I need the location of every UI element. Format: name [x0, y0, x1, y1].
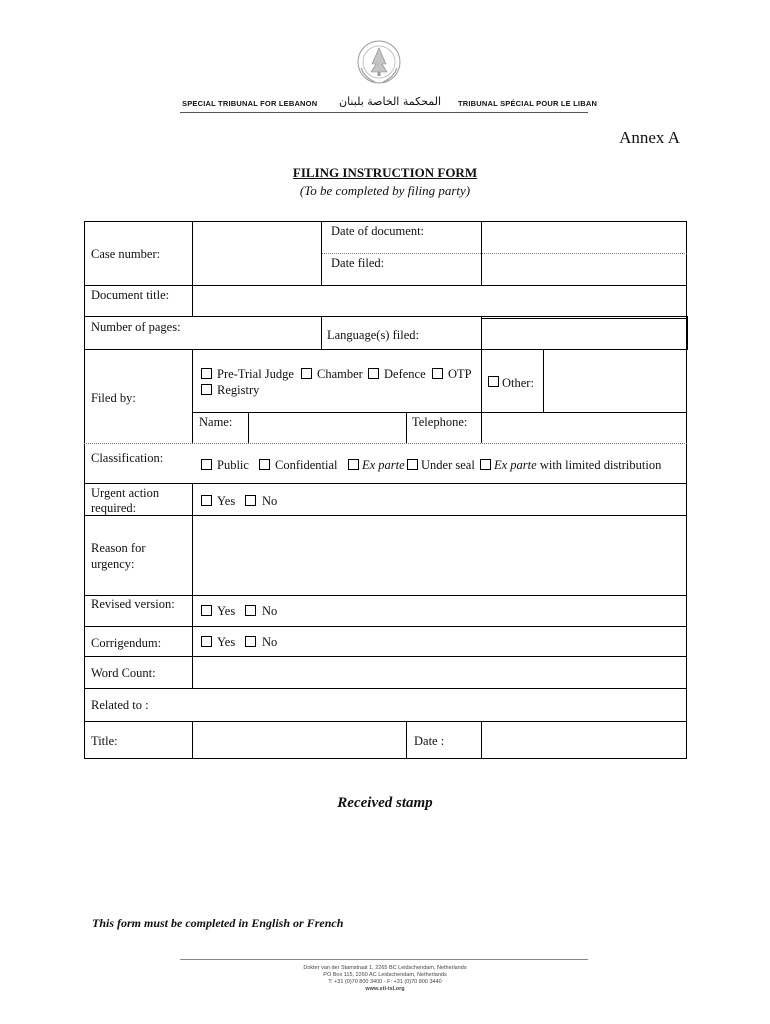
classification-label: Classification: — [91, 451, 164, 465]
languages-filed-field[interactable] — [482, 319, 686, 349]
urgent-yes-label: Yes — [217, 494, 236, 508]
other-checkbox[interactable] — [488, 376, 499, 387]
revised-version-label: Revised version: — [91, 597, 175, 611]
confidential-checkbox[interactable] — [259, 459, 270, 470]
ex-parte-label: Ex parte — [362, 458, 405, 472]
telephone-field[interactable] — [482, 413, 686, 442]
chamber-checkbox[interactable] — [301, 368, 312, 379]
date-of-document-label: Date of document: — [331, 224, 425, 238]
urgent-no-label: No — [262, 494, 278, 508]
corrigendum-no-label: No — [262, 635, 278, 649]
word-count-label: Word Count: — [91, 666, 156, 680]
footer-address-line2: PO Box 115, 2260 AC Leidschendam, Netherlands — [323, 972, 447, 978]
header-org-arabic: المحكمة الخاصة بلبنان — [339, 95, 442, 108]
ex-parte-limited-label: Ex parte with limited distribution — [494, 458, 662, 472]
pre-trial-judge-label: Pre-Trial Judge — [217, 367, 294, 381]
corrigendum-no-checkbox[interactable] — [245, 636, 256, 647]
languages-filed-label: Language(s) filed: — [327, 328, 419, 342]
urgent-no-checkbox[interactable] — [245, 495, 256, 506]
corrigendum-label: Corrigendum: — [91, 636, 162, 650]
corrigendum-yes-label: Yes — [217, 635, 236, 649]
revised-no-label: No — [262, 604, 278, 618]
reason-label-line1: Reason for — [91, 541, 146, 555]
footer-divider — [180, 959, 588, 960]
language-note: This form must be completed in English or French — [92, 916, 344, 930]
filed-by-label: Filed by: — [91, 391, 136, 405]
telephone-label: Telephone: — [412, 415, 468, 429]
annex-label: Annex A — [619, 128, 680, 147]
name-field[interactable] — [249, 413, 405, 442]
public-label: Public — [217, 458, 249, 472]
title-label: Title: — [91, 734, 118, 748]
defence-label: Defence — [384, 367, 426, 381]
date-label: Date : — [414, 734, 445, 748]
reason-label-line2: urgency: — [91, 557, 135, 571]
reason-for-urgency-field[interactable] — [193, 516, 686, 594]
registry-label: Registry — [217, 383, 260, 397]
revised-yes-checkbox[interactable] — [201, 605, 212, 616]
case-number-label: Case number: — [91, 247, 161, 261]
form-subtitle: (To be completed by filing party) — [299, 183, 471, 198]
number-of-pages-label: Number of pages: — [91, 320, 181, 334]
date-field[interactable] — [482, 722, 686, 758]
document-title-label: Document title: — [91, 288, 170, 302]
public-checkbox[interactable] — [201, 459, 212, 470]
chamber-label: Chamber — [317, 367, 363, 381]
urgent-action-label-line2: required: — [91, 501, 137, 515]
footer-website: www.stl-tsl.org — [365, 986, 405, 992]
header-divider — [180, 112, 588, 113]
urgent-yes-checkbox[interactable] — [201, 495, 212, 506]
date-of-document-field[interactable] — [482, 222, 686, 252]
otp-checkbox[interactable] — [432, 368, 443, 379]
pre-trial-judge-checkbox[interactable] — [201, 368, 212, 379]
otp-label: OTP — [448, 367, 472, 381]
corrigendum-yes-checkbox[interactable] — [201, 636, 212, 647]
header-org-english: SPECIAL TRIBUNAL FOR LEBANON — [182, 99, 318, 108]
received-stamp-label: Received stamp — [337, 795, 433, 811]
other-field[interactable] — [544, 350, 686, 411]
related-to-field[interactable] — [160, 689, 686, 720]
confidential-label: Confidential — [275, 458, 338, 472]
registry-checkbox[interactable] — [201, 384, 212, 395]
un-emblem-icon — [355, 38, 403, 86]
under-seal-checkbox[interactable] — [407, 459, 418, 470]
title-field[interactable] — [193, 722, 405, 758]
word-count-field[interactable] — [193, 657, 686, 687]
revised-yes-label: Yes — [217, 604, 236, 618]
under-seal-label: Under seal — [421, 458, 475, 472]
document-title-field[interactable] — [193, 286, 686, 315]
date-filed-field[interactable] — [482, 254, 686, 284]
ex-parte-checkbox[interactable] — [348, 459, 359, 470]
number-of-pages-field[interactable] — [193, 317, 320, 348]
ex-parte-limited-checkbox[interactable] — [480, 459, 491, 470]
date-filed-label: Date filed: — [331, 256, 385, 270]
footer-address-line1: Dokter van der Stamstraat 1, 2265 BC Leidschendam, Netherlands — [303, 965, 467, 971]
revised-no-checkbox[interactable] — [245, 605, 256, 616]
header-org-french: TRIBUNAL SPÉCIAL POUR LE LIBAN — [458, 99, 598, 108]
related-to-label: Related to : — [91, 698, 149, 712]
footer-phone-line: T: +31 (0)70 800 3400 - F: +31 (0)70 800 3440 — [328, 979, 442, 985]
other-label: Other: — [502, 376, 534, 390]
form-title: FILING INSTRUCTION FORM — [292, 165, 478, 180]
urgent-action-label-line1: Urgent action — [91, 486, 160, 500]
defence-checkbox[interactable] — [368, 368, 379, 379]
name-label: Name: — [199, 415, 233, 429]
case-number-field[interactable] — [193, 222, 320, 284]
